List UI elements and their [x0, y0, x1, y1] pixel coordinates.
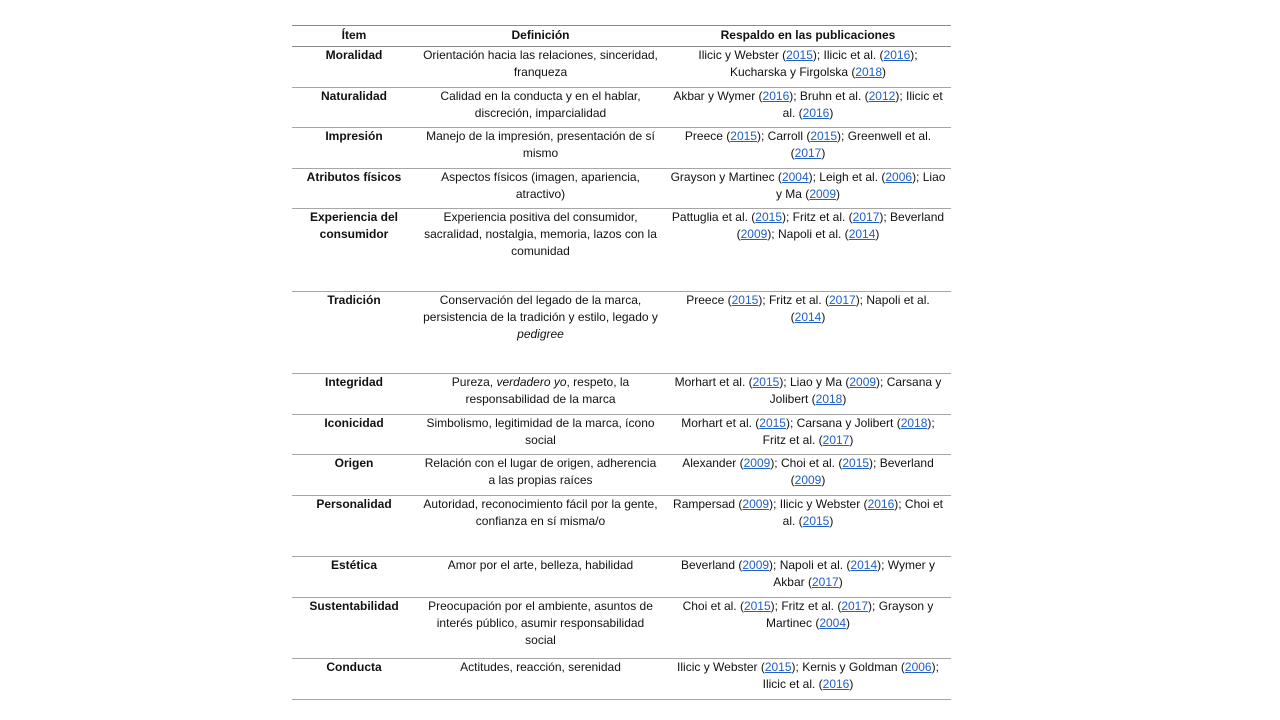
header-row	[292, 26, 951, 47]
text-segment: Ilicic y Webster (	[698, 48, 787, 62]
citation-year-link[interactable]: 2009	[849, 375, 877, 389]
citation-year-link[interactable]: 2015	[842, 456, 870, 470]
text-segment: )	[842, 392, 847, 406]
citation-year-link[interactable]: 2018	[855, 65, 883, 79]
citation-year-link[interactable]: 2009	[794, 473, 822, 487]
cell-support	[665, 415, 951, 455]
text-segment: ); Fritz et al. (	[782, 210, 853, 224]
text-segment: Grayson y Martinec (	[670, 170, 782, 184]
text-segment: )	[836, 187, 841, 201]
text-segment: ); Beverland (	[736, 210, 945, 241]
text-segment: Conservación del legado de la marca, persistencia de la tradición y estilo, legado y	[423, 293, 658, 324]
text-segment: ); Beverland (	[790, 456, 934, 487]
table-header	[292, 26, 951, 47]
authenticity-items-table	[292, 25, 951, 700]
text-segment: )	[849, 433, 854, 447]
text-segment: ); Choi et al. (	[782, 497, 943, 528]
text-segment: ); Ilicic et al. (	[762, 660, 939, 691]
table-row	[292, 128, 951, 169]
text-segment: ); Ilicic y Webster (	[769, 497, 868, 511]
cell-definition	[416, 598, 665, 659]
cell-support	[665, 292, 951, 374]
citation-year-link[interactable]: 2006	[885, 170, 913, 184]
cell-definition	[416, 209, 665, 292]
text-segment: ); Napoli et al. (	[767, 227, 849, 241]
citation-year-link[interactable]: 2015	[730, 129, 757, 143]
citation-year-link[interactable]: 2004	[819, 616, 847, 630]
text-segment: Autoridad, reconocimiento fácil por la gente, confianza en sí misma/o	[423, 497, 658, 528]
cell-definition	[416, 415, 665, 455]
table-row	[292, 455, 951, 496]
text-segment: ); Napoli et al. (	[769, 558, 851, 572]
citation-year-link[interactable]: 2017	[794, 146, 822, 160]
text-segment: )	[875, 227, 880, 241]
cell-item: Sustentabilidad	[292, 598, 416, 659]
cell-definition	[416, 169, 665, 209]
table-row	[292, 659, 951, 700]
cell-item: Personalidad	[292, 496, 416, 557]
cell-support	[665, 209, 951, 292]
citation-year-link[interactable]: 2017	[811, 575, 839, 589]
text-segment: Preece (	[684, 129, 731, 143]
text-segment: )	[821, 146, 826, 160]
cell-item: Iconicidad	[292, 415, 416, 455]
table-row	[292, 209, 951, 292]
text-segment: Alexander (	[682, 456, 744, 470]
text-segment: )	[838, 575, 843, 589]
text-segment: ); Leigh et al. (	[808, 170, 886, 184]
text-segment: Simbolismo, legitimidad de la marca, ícono social	[426, 416, 655, 447]
header-support: Respaldo en las publicaciones	[665, 26, 951, 47]
text-segment: ); Carsana y Jolibert (	[769, 375, 942, 406]
text-segment: ); Fritz et al. (	[762, 416, 935, 447]
cell-item: Naturalidad	[292, 88, 416, 128]
citation-year-link[interactable]: 2009	[742, 497, 770, 511]
text-segment: Morhart et al. (	[674, 375, 753, 389]
citation-year-link[interactable]: 2014	[850, 558, 878, 572]
citation-year-link[interactable]: 2017	[841, 599, 869, 613]
text-segment: )	[821, 473, 826, 487]
citation-year-link[interactable]: 2006	[904, 660, 932, 674]
text-segment: , respeto, la responsabilidad de la marca	[465, 375, 630, 406]
table-row	[292, 47, 951, 88]
cell-support	[665, 598, 951, 659]
table-body	[292, 47, 951, 700]
text-segment: Actitudes, reacción, serenidad	[460, 660, 621, 674]
text-segment: Rampersad (	[673, 497, 743, 511]
citation-year-link[interactable]: 2015	[731, 293, 759, 307]
cell-item: Conducta	[292, 659, 416, 700]
citation-year-link[interactable]: 2016	[867, 497, 895, 511]
citation-year-link[interactable]: 2015	[810, 129, 838, 143]
cell-support	[665, 88, 951, 128]
cell-support	[665, 455, 951, 496]
citation-year-link[interactable]: 2009	[809, 187, 837, 201]
cell-support	[665, 496, 951, 557]
cell-definition	[416, 292, 665, 374]
text-segment: Calidad en la conducta y en el hablar, discreción, imparcialidad	[440, 89, 641, 120]
text-segment: )	[849, 677, 854, 691]
citation-year-link[interactable]: 2014	[848, 227, 876, 241]
cell-definition	[416, 88, 665, 128]
text-segment: ); Carsana y Jolibert (	[785, 416, 901, 430]
cell-support	[665, 47, 951, 88]
header-definition: Definición	[416, 26, 665, 47]
text-segment: ); Ilicic et al. (	[812, 48, 884, 62]
text-segment: Pattuglia et al. (	[671, 210, 756, 224]
text-segment: )	[829, 514, 834, 528]
table-row	[292, 415, 951, 455]
text-segment: )	[846, 616, 851, 630]
text-segment: )	[821, 310, 826, 324]
citation-year-link[interactable]: 2016	[802, 106, 830, 120]
table-row	[292, 88, 951, 128]
table-row	[292, 598, 951, 659]
table-row	[292, 374, 951, 415]
citation-year-link[interactable]: 2015	[752, 375, 780, 389]
text-segment: ); Wymer y Akbar (	[773, 558, 936, 589]
text-segment: ); Greenwell et al. (	[790, 129, 932, 160]
citation-year-link[interactable]: 2015	[755, 210, 782, 224]
cell-item: Impresión	[292, 128, 416, 169]
text-segment: Experiencia positiva del consumidor, sacralidad, nostalgia, memoria, lazos con la comunidad	[424, 210, 657, 258]
citation-year-link[interactable]: 2012	[868, 89, 896, 103]
text-segment: ); Carroll (	[756, 129, 811, 143]
text-segment: ); Choi et al. (	[770, 456, 843, 470]
text-segment: ); Kucharska y Firgolska (	[729, 48, 918, 79]
text-segment: ); Bruhn et al. (	[789, 89, 869, 103]
cell-definition	[416, 496, 665, 557]
citation-year-link[interactable]: 2016	[762, 89, 790, 103]
cell-item: Atributos físicos	[292, 169, 416, 209]
citation-year-link[interactable]: 2016	[883, 48, 911, 62]
cell-support	[665, 169, 951, 209]
text-segment: Orientación hacia las relaciones, sinceridad, franqueza	[423, 48, 658, 79]
table-row	[292, 169, 951, 209]
citation-year-link[interactable]: 2004	[781, 170, 809, 184]
cell-item: Experiencia del consumidor	[292, 209, 416, 292]
cell-support	[665, 557, 951, 598]
citation-year-link[interactable]: 2009	[743, 456, 771, 470]
text-segment: Choi et al. (	[682, 599, 744, 613]
text-segment: ); Fritz et al. (	[770, 599, 842, 613]
citation-year-link[interactable]: 2017	[828, 293, 856, 307]
cell-definition	[416, 128, 665, 169]
citation-year-link[interactable]: 2015	[786, 48, 813, 62]
cell-support	[665, 659, 951, 700]
text-segment: )	[829, 106, 834, 120]
text-segment: )	[882, 65, 887, 79]
text-segment: Preocupación por el ambiente, asuntos de interés público, asumir responsabilidad social	[428, 599, 653, 647]
citation-year-link[interactable]: 2015	[759, 416, 786, 430]
cell-definition	[416, 455, 665, 496]
text-segment: ); Liao y Ma (	[775, 170, 946, 201]
citation-year-link[interactable]: 2016	[822, 677, 850, 691]
citation-year-link[interactable]: 2018	[900, 416, 928, 430]
citation-year-link[interactable]: 2014	[794, 310, 822, 324]
cell-item: Tradición	[292, 292, 416, 374]
text-segment: Preece (	[686, 293, 732, 307]
citation-year-link[interactable]: 2015	[743, 599, 771, 613]
table-row	[292, 557, 951, 598]
emphasis-text: verdadero yo	[496, 375, 567, 389]
text-segment: ); Kernis y Goldman (	[791, 660, 905, 674]
emphasis-text: pedigree	[517, 327, 564, 341]
citation-year-link[interactable]: 2017	[852, 210, 880, 224]
header-item: Ítem	[292, 26, 416, 47]
citation-year-link[interactable]: 2015	[764, 660, 792, 674]
cell-item: Integridad	[292, 374, 416, 415]
text-segment: Pureza,	[451, 375, 497, 389]
text-segment: Akbar y Wymer (	[673, 89, 763, 103]
text-segment: Ilicic y Webster (	[677, 660, 765, 674]
text-segment: ); Fritz et al. (	[758, 293, 829, 307]
citation-year-link[interactable]: 2017	[822, 433, 850, 447]
cell-item: Estética	[292, 557, 416, 598]
cell-item: Origen	[292, 455, 416, 496]
text-segment: Morhart et al. (	[681, 416, 760, 430]
citation-year-link[interactable]: 2009	[742, 558, 770, 572]
text-segment: Manejo de la impresión, presentación de sí mismo	[426, 129, 655, 160]
text-segment: ); Ilicic et al. (	[782, 89, 943, 120]
text-segment: ); Grayson y Martinec (	[765, 599, 934, 630]
citation-year-link[interactable]: 2018	[815, 392, 843, 406]
cell-support	[665, 374, 951, 415]
text-segment: Beverland (	[680, 558, 743, 572]
cell-item: Moralidad	[292, 47, 416, 88]
text-segment: ); Napoli et al. (	[790, 293, 930, 324]
citation-year-link[interactable]: 2015	[802, 514, 830, 528]
text-segment: Amor por el arte, belleza, habilidad	[447, 558, 634, 572]
cell-definition	[416, 557, 665, 598]
cell-definition	[416, 47, 665, 88]
citation-year-link[interactable]: 2009	[740, 227, 768, 241]
table-row	[292, 292, 951, 374]
table-row	[292, 496, 951, 557]
text-segment: Relación con el lugar de origen, adherencia a las propias raíces	[424, 456, 657, 487]
cell-support	[665, 128, 951, 169]
text-segment: Aspectos físicos (imagen, apariencia, atractivo)	[441, 170, 640, 201]
cell-definition	[416, 659, 665, 700]
text-segment: ); Liao y Ma (	[779, 375, 850, 389]
cell-definition	[416, 374, 665, 415]
